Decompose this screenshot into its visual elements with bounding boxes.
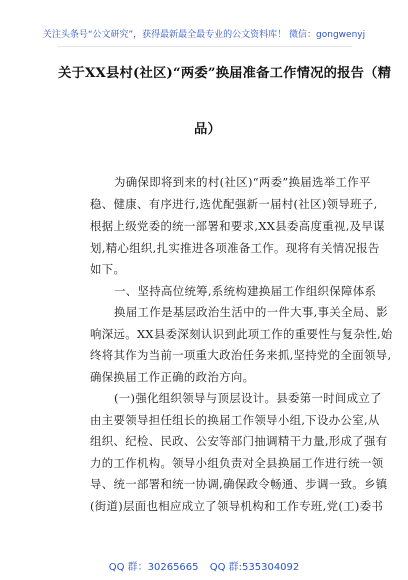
header-divider bbox=[58, 46, 352, 47]
body-line: 力的工作机构。领导小组负责对全县换届工作进行统一领 bbox=[90, 456, 384, 470]
body-line: (一)强化组织领导与顶层设计。县委第一时间成立了 bbox=[114, 391, 382, 405]
body-line: 换届工作是基层政治生活中的一件大事,事关全局、影 bbox=[114, 305, 389, 319]
document-title: 关于XX县村(社区)“两委”换届准备工作情况的报告（精 bbox=[58, 66, 392, 81]
footer-qq-group-1: QQ 群：30265665 bbox=[108, 562, 199, 573]
footer-qq-group-2: QQ 群:535304092 bbox=[209, 562, 300, 573]
body-line: 终将其作为当前一项重大政治任务来抓,坚持党的全面领导, bbox=[90, 348, 392, 362]
footer-contact bbox=[0, 558, 408, 573]
body-line: 根据上级党委的统一部署和要求,XX县委高度重视,及早谋 bbox=[90, 219, 385, 233]
section-heading: 一、坚持高位统筹,系统构建换届工作组织保障体系 bbox=[114, 284, 377, 298]
body-line: 稳、健康、有序进行,选优配强新一届村(社区)领导班子, bbox=[90, 197, 378, 211]
body-line: 为确保即将到来的村(社区)“两委”换届选举工作平 bbox=[114, 175, 371, 189]
body-line: 导、统一部署和统一协调,确保政令畅通、步调一致。乡镇 bbox=[90, 477, 388, 491]
body-line: (街道)层面也相应成立了领导机构和工作专班,党(工)委书 bbox=[90, 499, 384, 513]
body-line: 划,精心组织,扎实推进各项准备工作。现将有关情况报告 bbox=[90, 241, 380, 255]
body-line: 响深远。XX县委深刻认识到此项工作的重要性与复杂性,始 bbox=[90, 327, 393, 341]
document-title-continuation: 品） bbox=[194, 122, 221, 137]
body-line: 由主要领导担任组长的换届工作领导小组,下设办公室,从 bbox=[90, 413, 380, 427]
body-line: 如下。 bbox=[90, 262, 126, 276]
body-line: 组织、纪检、民政、公安等部门抽调精干力量,形成了强有 bbox=[90, 434, 388, 448]
header-banner: 关注头条号“公文研究”，获得最新最全最专业的公文资料库！ 微信：gongwenyj bbox=[42, 30, 366, 40]
body-line: 确保换届工作正确的政治方向。 bbox=[90, 370, 255, 384]
